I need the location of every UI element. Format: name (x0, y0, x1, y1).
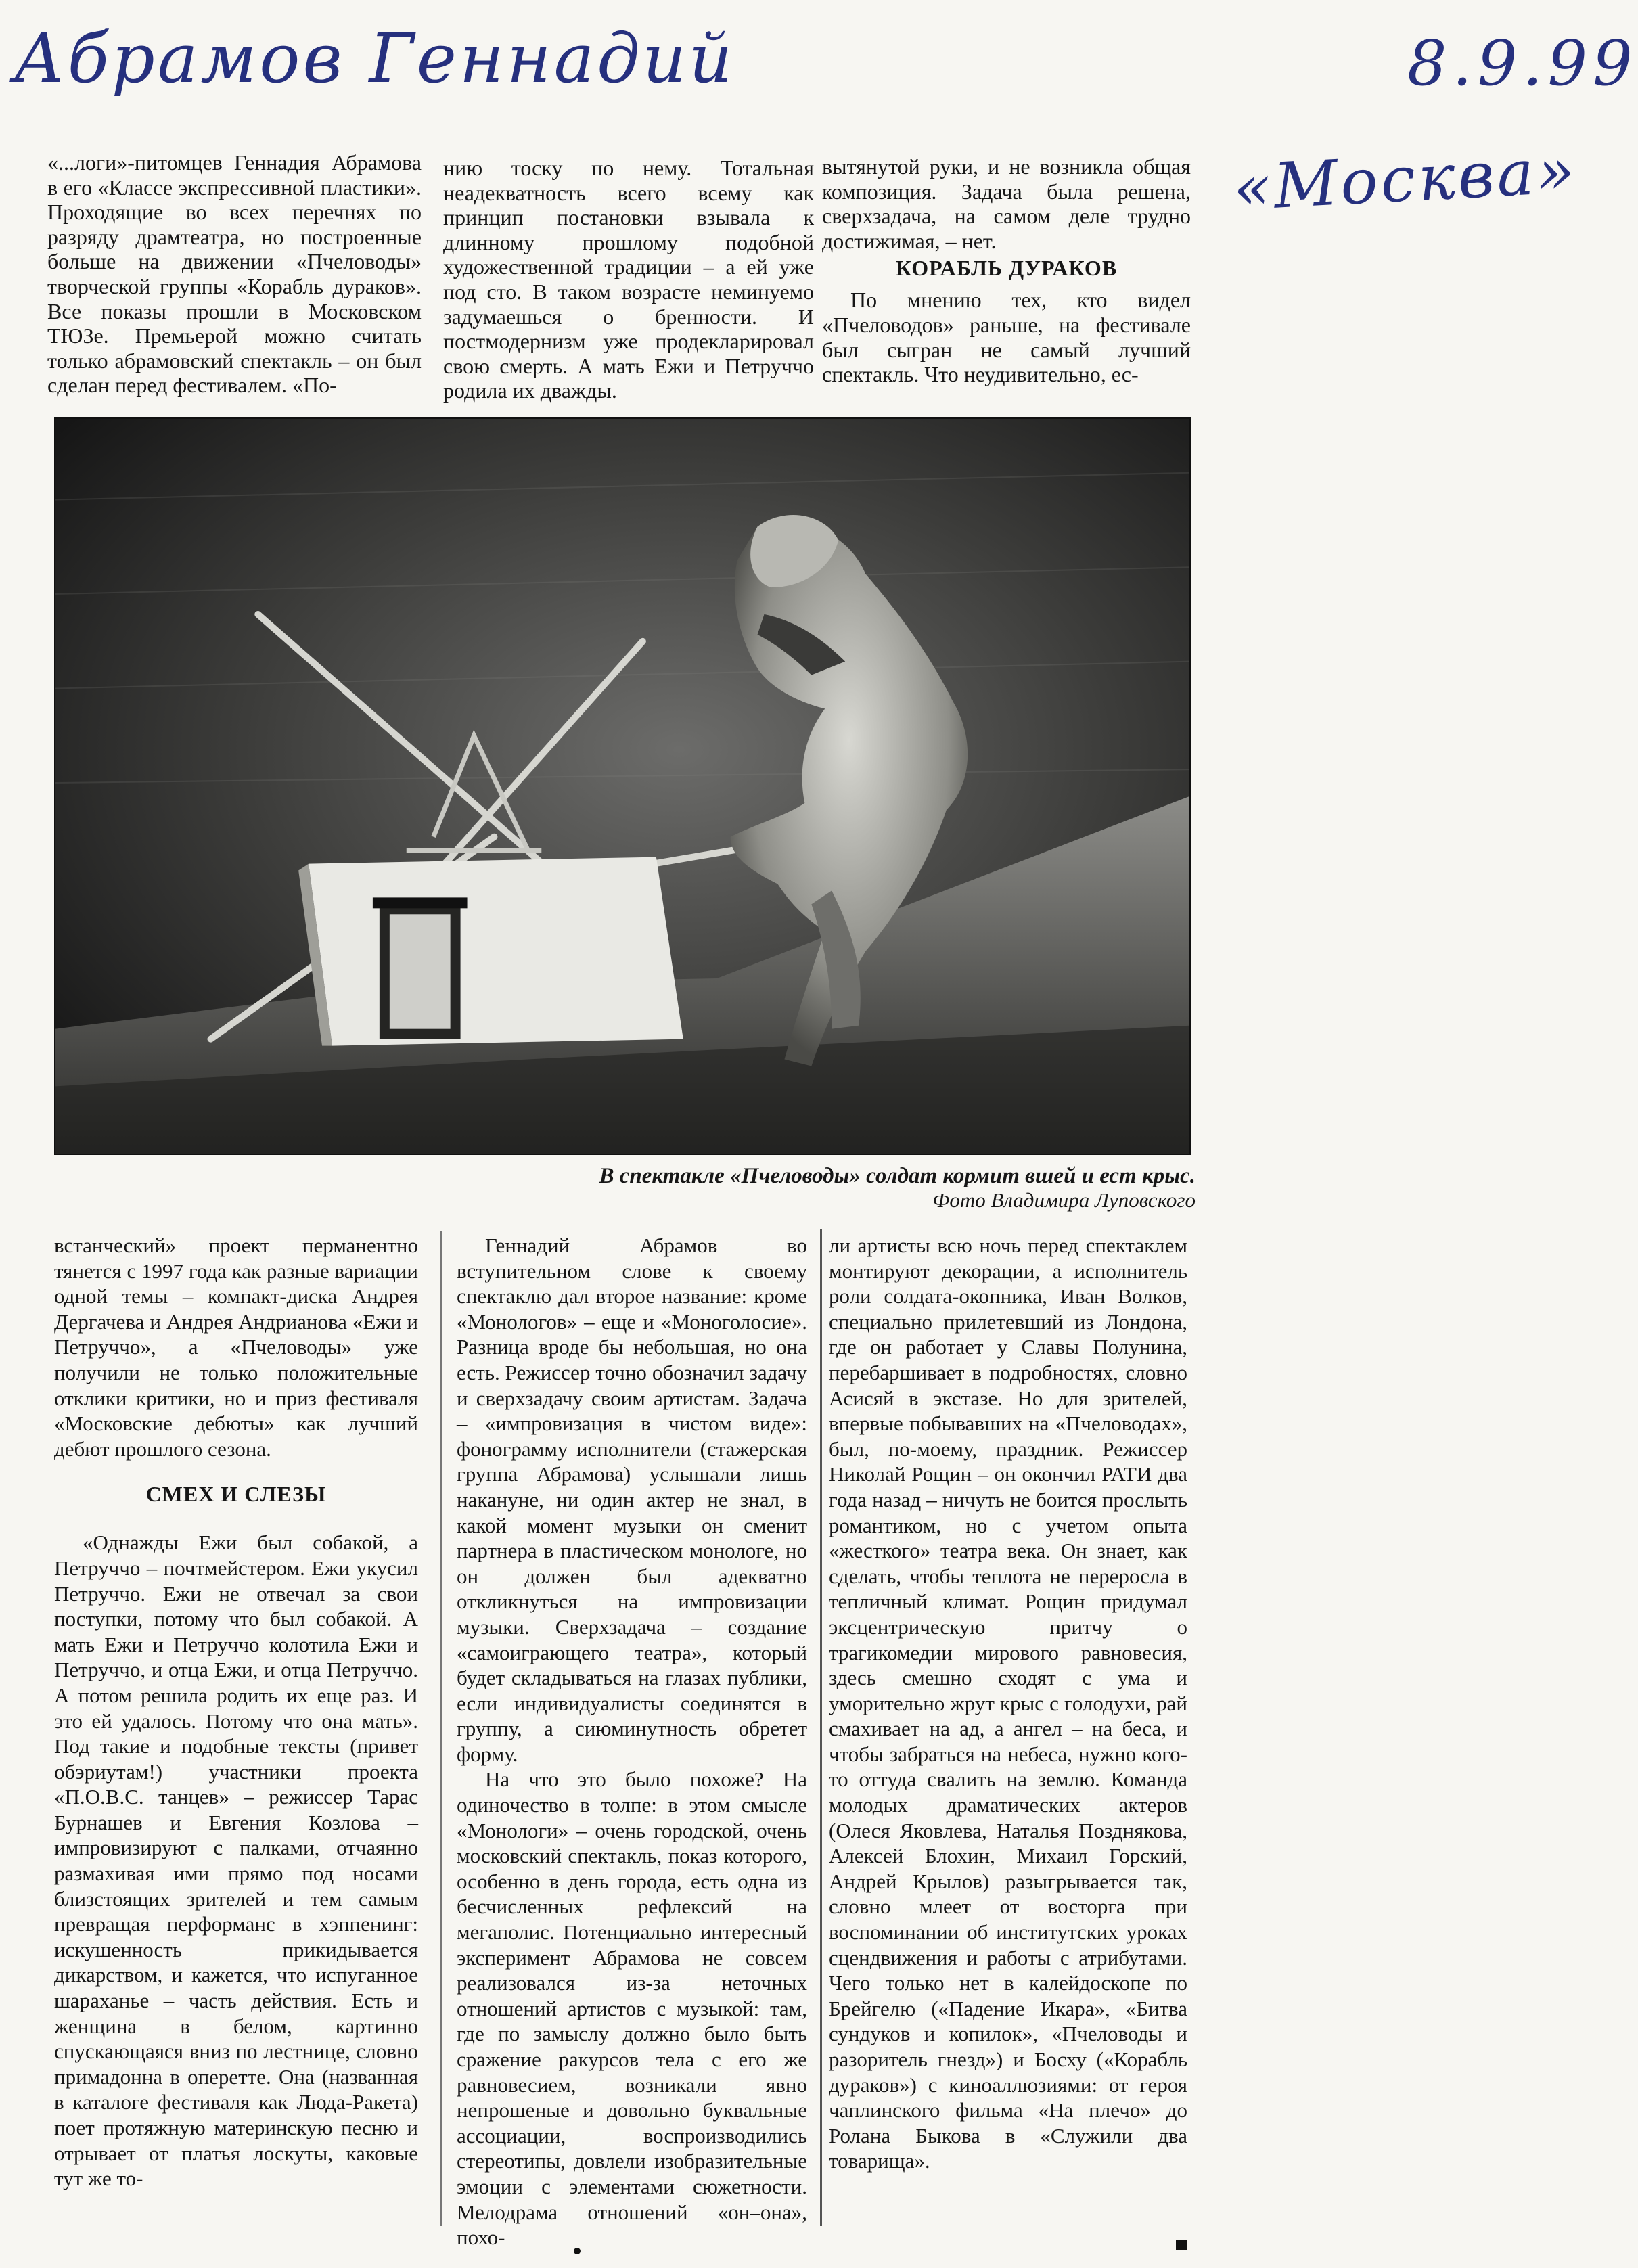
bottom-col2-text-2: На что это было похоже? На одиночество в толпе: в этом смысле «Монологи» – очень городской, очень московский спектакль, показ которого, особенно в день города, есть одна из бесчисленных рефлексий на мегаполис. Потенциально интересный эксперимент Абрамова не совсем реализовался из-за неточных отношений артистов с музыкой: там, где по замыслу должно было быть сражение ракурсов тела с его же равновесием, возникали явно непрошеные и довольно буквальные ассоциации, воспроизводились стереотипы, довлели изобразительные эмоции с элементами сюжетности. Мелодрама отношений «он–она», похо- (457, 1767, 807, 2250)
section-heading-ship-of-fools: КОРАБЛЬ ДУРАКОВ (895, 256, 1118, 281)
bottom-col1-text-2: «Однажды Ежи был собакой, а Петруччо – почтмейстером. Ежи укусил Петруччо. Ежи не отвечал за свои поступки, потому что был собакой. А мать Ежи и Петруччо колотила Ежи и Петруччо, и отца Ежи, и отца Петруччо. А потом решила родить их еще раз. И это ей удалось. Потому что она мать». Под такие и подобные тексты (привет обэриутам!) участники проекта «П.О.В.С. танцев» – режиссер Тарас Бурнашев и Евгения Козлова – импровизируют с палками, отчаянно размахивая ими прямо под носами близстоящих зрителей и тем самым превращая перформанс в хэппенинг: искушенность прикидывается дикарством, и кажется, что испуганное шараханье – часть действия. Есть и женщина в белом, картинно спускающаяся вниз по лестнице, словно примадонна в оперетте. Она (названная в каталоге фестиваля как Люда-Ракета) поет протяжную материнскую песню и отрывает от платья лоскуты, каковые тут же то- (54, 1530, 418, 2191)
performance-photo (54, 417, 1191, 1155)
handwritten-author-name: Абрамов Геннадий (14, 19, 735, 98)
top-col2-text: нию тоску по нему. Тотальная неадекватность всего всему как принцип постановки взывала к длинному прошлому подобной художественной традиции – а ей уже под сто. В таком возрасте неминуемо задумаешься о бренности. И постмодернизм уже продекларировал свою смерть. А мать Ежи и Петруччо родила их дважды. (443, 156, 814, 403)
handwritten-date: 8.9.99 (1407, 27, 1638, 99)
top-col3-text-after: По мнению тех, кто видел «Пчеловодов» раньше, на фестивале был сыгран не самый лучший спектакль. Что неудивительно, ес- (822, 288, 1191, 387)
section-heading-laughter-and-tears: СМЕХ И СЛЕЗЫ (145, 1482, 327, 1507)
bottom-column-2 (457, 1233, 807, 2250)
top-col3-text: вытянутой руки, и не возникла общая композиция. Задача была решена, сверхзадача, на самом деле трудно достижимая, – нет. (822, 154, 1191, 253)
top-column-3 (822, 154, 1191, 387)
handwritten-source: «Москва» (1231, 134, 1579, 225)
article-end-mark (1176, 2240, 1187, 2250)
bottom-column-1 (54, 1233, 418, 2192)
photo-credit: Фото Владимира Луповского (932, 1188, 1196, 1212)
bottom-col3-text: ли артисты всю ночь перед спектаклем монтируют декорации, а исполнитель роли солдата-окопника, Иван Волков, специально прилетевший из Лондона, где он работает у Славы Полунина, перебаршивает в подробностях, словно Асисяй в экстазе. Но для зрителей, впервые побывавших на «Пчеловодах», был, по-моему, праздник. Режиссер Николай Рощин – он окончил РАТИ два года назад – ничуть не боится прослыть романтиком, но с учетом опыта «жесткого» театра века. Он знает, как сделать, чтобы теплота не переросла в тепличный климат. Рощин придумал эксцентрическую притчу о трагикомедии мирового равновесия, здесь смешно сходят с ума и уморительно жрут крыс с голодухи, рай смахивает на ад, а ангел – на беса, и чтобы забраться на небеса, нужно кого-то оттуда свалить на землю. Команда молодых драматических актеров (Олеся Яковлева, Наталья Позднякова, Алексей Блохин, Михаил Горский, Андрей Крылов) разыгрывается так, словно млеет от восторга при воспоминании об институтских уроках сцендвижения и работы с атрибутами. Чего только нет в калейдоскопе по Брейгелю («Падение Икара», «Битва сундуков и копилок», «Пчеловоды и разоритель гнезд») и Босху («Корабль дураков») с киноаллюзиями: от героя чаплинского фильма «На плечо» до Ролана Быкова в «Служили два товарища». (829, 1233, 1187, 2173)
top-column-1 (47, 150, 422, 398)
scan-speck (574, 2248, 581, 2254)
top-col1-text: «...логи»-питомцев Геннадия Абрамова в его «Классе экспрессивной пластики». Проходящие во всех перечнях по разряду драмтеатра, но построенные больше на движении «Пчеловоды» творческой группы «Корабль дураков». Все показы прошли в Московском ТЮЗе. Премьерой можно считать только абрамовский спектакль – он был сделан перед фестивалем. «По- (47, 150, 422, 398)
top-column-2 (443, 156, 814, 403)
bottom-column-3 (829, 1233, 1187, 2174)
bottom-col1-text: встанческий» проект перманентно тянется с 1997 года как разные вариации одной темы – компакт-диска Андрея Дергачева и Андрея Андрианова «Ежи и Петруччо», а «Пчеловоды» уже получили не только положительные отклики критики, но и приз фестиваля «Московские дебюты» как лучший дебют прошлого сезона. (54, 1233, 418, 1461)
column-divider (820, 1229, 822, 2226)
photo-caption: В спектакле «Пчеловоды» солдат кормит вшей и ест крыс. (599, 1164, 1196, 1188)
column-divider (440, 1231, 442, 2226)
photo-illustration (55, 419, 1189, 1154)
bottom-col2-text: Геннадий Абрамов во вступительном слове к своему спектаклю дал второе название: кроме «Монологов» – еще и «Моноголосие». Разница вроде бы небольшая, но она есть. Режиссер точно обозначил задачу и сверхзадачу своим артистам. Задача – «импровизация в чистом виде»: фонограмму исполнители (стажерская группа Абрамова) услышали лишь накануне, ни один актер не знал, в какой момент музыки он сменит партнера в пластическом монологе, но он должен был адекватно откликнуться на импровизации музыки. Сверхзадача – создание «самоиграющего театра», который будет складываться на глазах публики, если индивидуалисты соединятся в группу, а сиюминутность обретет форму. (457, 1233, 807, 1766)
